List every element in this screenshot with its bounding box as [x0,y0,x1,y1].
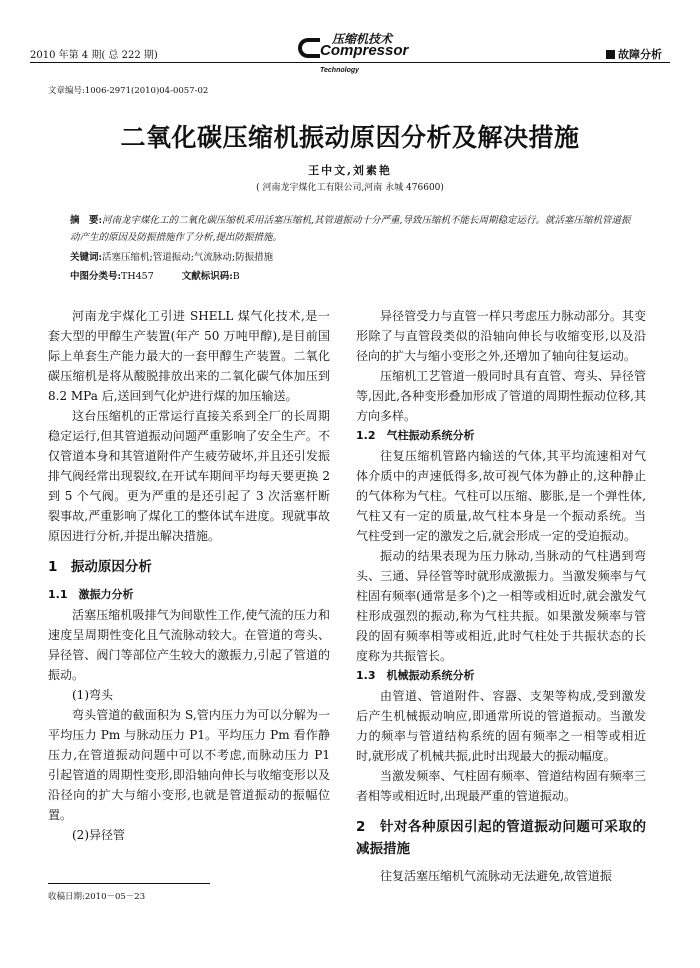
footnote-rule [48,883,210,884]
logo-c-mark-icon [298,38,320,58]
right-column [356,306,646,886]
section-heading-1: 1 振动原因分析 [48,559,152,575]
left-column [48,306,330,845]
list-item-reducer: (2)异径管 [72,828,125,842]
doc-code: B [232,271,240,282]
received-date: 收稿日期:2010－05－23 [48,892,146,902]
subsection-heading-1-1: 1.1 激振力分析 [48,588,134,601]
class-number: TH457 [121,271,154,282]
affiliation: ( 河南龙宇煤化工有限公司,河南 永城 476600) [256,183,444,193]
paragraph: 往复压缩机管路内输送的气体,其平均流速相对气体介质中的声速低得多,故可视气体为静止的,这种静止的气体称为气柱。气柱可以压缩、膨胀,是一个弹性体,气柱又有一定的质量,故气柱本身是一个振动系统。当气柱受到一定的激发之后,就会形成一定的受迫振动。 [356,449,646,543]
subsection-heading-1-3: 1.3 机械振动系统分析 [356,669,475,682]
paragraph: 当激发频率、气柱固有频率、管道结构固有频率三者相等或相近时,出现最严重的管道振动。 [356,769,646,803]
paragraph: 往复活塞压缩机气流脉动无法避免,故管道振 [380,869,612,883]
section-label: 故障分析 [606,46,662,62]
journal-issue: 2010 年第 4 期( 总 222 期) [30,50,158,61]
abstract [70,212,640,246]
paragraph: 异径管受力与直管一样只考虑压力脉动部分。其变形除了与直管段类似的沿轴向伸长与收缩变形,以及沿径向的扩大与缩小变形之外,还增加了轴向往复运动。 [356,309,646,363]
abstract-label: 摘 要: [70,215,103,226]
paragraph: 河南龙宇煤化工引进 SHELL 煤气化技术,是一套大型的甲醇生产装置(年产 50 万吨甲醇),是目前国际上单套生产能力最大的一套甲醇生产装置。二氧化碳压缩机是将从酸脱排放出来的二氧化碳气体加压到 8.2 MPa 后,送回到气化炉进行煤的加压输送。 [48,309,330,403]
square-bullet-icon [606,50,615,59]
paragraph: 振动的结果表现为压力脉动,当脉动的气柱遇到弯头、三通、异径管等时就形成激振力。当激发频率与气柱固有频率(通常是多个)之一相等或相近时,就会激发气柱形成强烈的振动,称为气柱共振。如果激发频率与管段的固有频率相等或相近,此时气柱处于共振状态的长度称为共振管长。 [356,549,646,663]
subsection-heading-1-2: 1.2 气柱振动系统分析 [356,429,475,442]
logo-english: Compressor Technology [320,42,409,74]
classification: 中图分类号:TH457 文献标识码:B [70,271,240,282]
keywords [70,249,273,263]
paper-title: 二氧化碳压缩机振动原因分析及解决措施 [120,123,580,152]
paragraph: 弯头管道的截面积为 S,管内压力为可以分解为一平均压力 Pm 与脉动压力 P1。平均压力 Pm 看作静压力,在管道振动问题中可以不考虑,而脉动压力 P1 引起管道的周期性变形,即沿轴向伸长与收缩变形以及沿径向的扩大与缩小变形,也就是管道振动的振幅位置。 [48,708,330,822]
list-item-elbow: (1)弯头 [72,688,113,702]
keywords-text: 活塞压缩机;管道振动;气流脉动;防振措施 [102,252,274,263]
paragraph: 由管道、管道附件、容器、支架等构成,受到激发后产生机械振动响应,即通常所说的管道振动。当激发力的频率与管道结构系统的固有频率之一相等或相近时,就形成了机械共振,此时出现最大的振动幅度。 [356,689,646,763]
paragraph: 压缩机工艺管道一般同时具有直管、弯头、异径管等,因此,各种变形叠加形成了管道的周期性振动位移,其方向多样。 [356,369,646,423]
journal-logo [298,30,438,74]
authors: 王中文,刘素艳 [308,164,392,177]
logo-chinese: 压缩机技术 [332,32,393,46]
article-number: 文章编号:1006-2971(2010)04-0057-02 [48,86,209,96]
paragraph: 这台压缩机的正常运行直接关系到全厂的长周期稳定运行,但其管道振动问题严重影响了安全生产。不仅管道本身和其管道附件产生疲劳破坏,并且还引发振排气阀经常出现裂纹,在开试车期间平均每天要更换 2 到 5 个气阀。更为严重的是还引起了 3 次活塞杆断裂事故,严重影响了煤化工的整体试车进度。现就事故原因进行分析,并提出解决措施。 [48,409,330,543]
paragraph: 活塞压缩机吸排气为间歇性工作,使气流的压力和速度呈周期性变化且气流脉动较大。在管道的弯头、异径管、阀门等部位产生较大的激振力,引起了管道的振动。 [48,608,330,682]
abstract-text: 河南龙宇煤化工的二氧化碳压缩机采用活塞压缩机,其管道振动十分严重,导致压缩机不能长周期稳定运行。就活塞压缩机管道振动产生的原因及防振措施作了分析,提出防振措施。 [70,215,631,243]
section-heading-2: 2 针对各种原因引起的管道振动问题可采取的减振措施 [356,819,646,857]
header-rule [30,62,670,63]
keywords-label: 关键词: [70,252,103,263]
